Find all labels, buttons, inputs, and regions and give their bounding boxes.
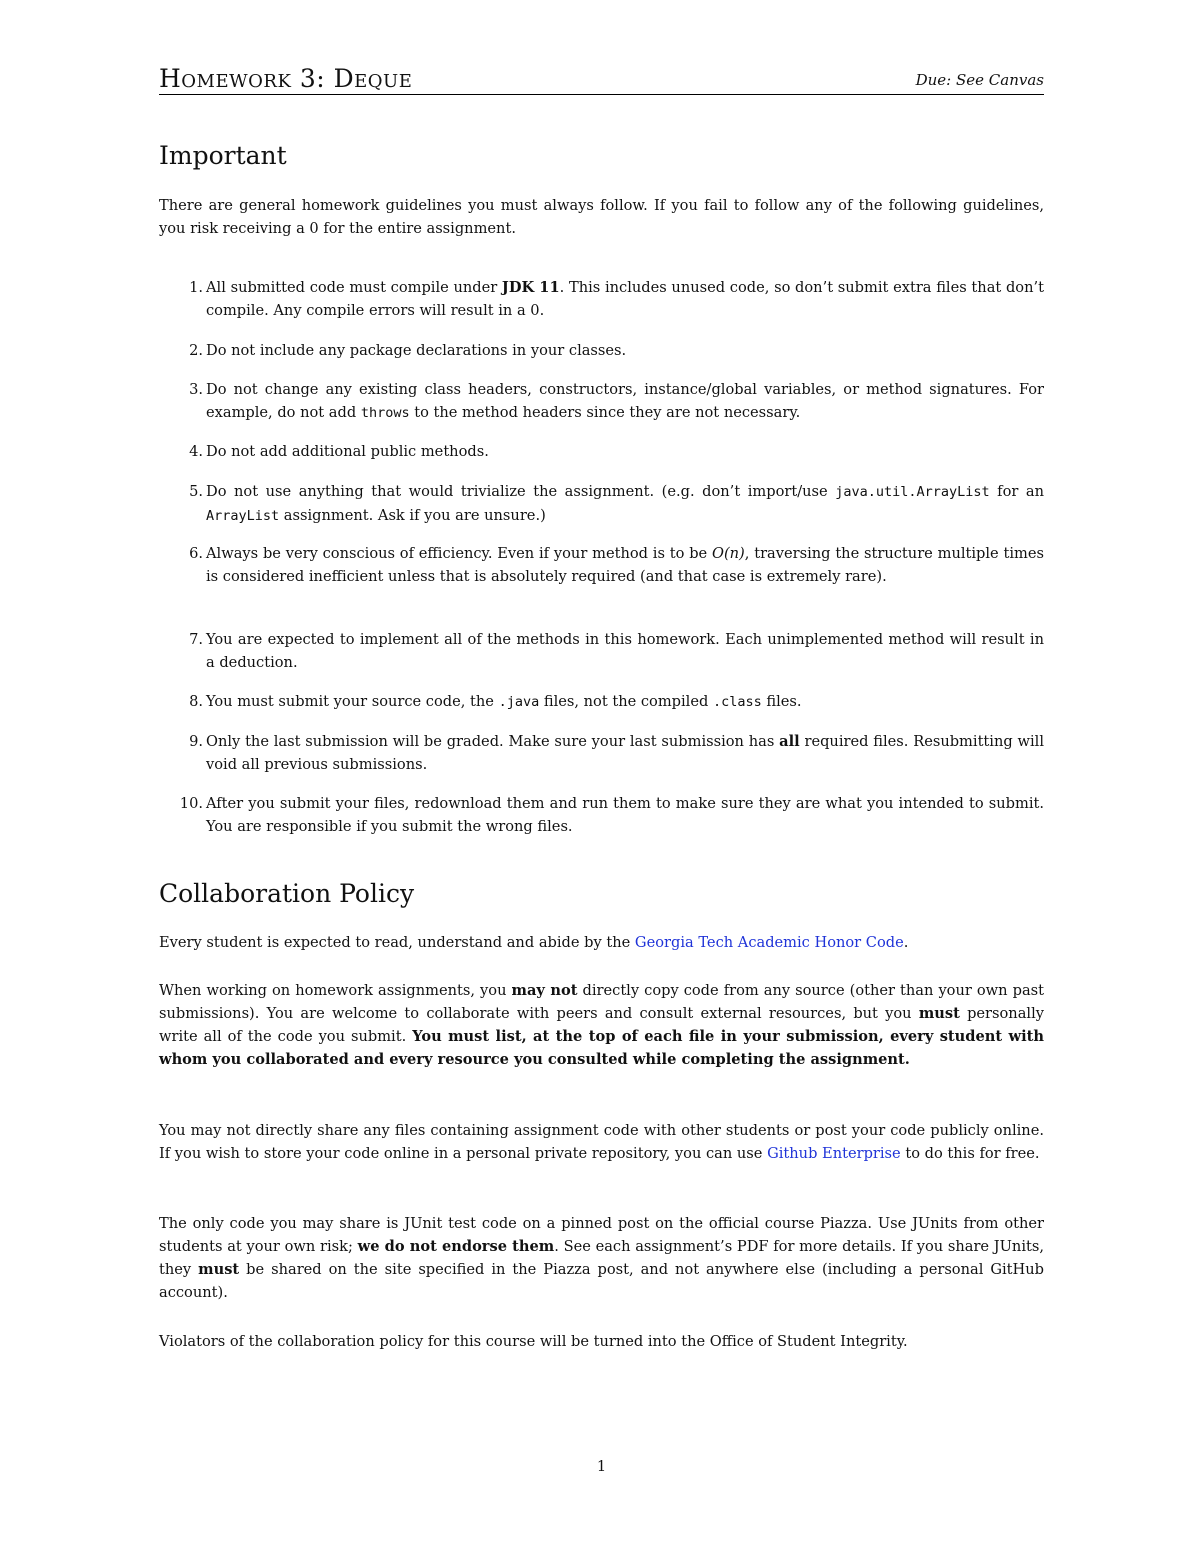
list-item-number: 1.: [189, 279, 203, 296]
document-page: [159, 0, 1044, 1553]
list-item-number: 4.: [189, 443, 203, 460]
list-item-number: 6.: [189, 545, 203, 562]
list-item-number: 3.: [189, 381, 203, 398]
collaboration-paragraph-4: The only code you may share is JUnit test code on a pinned post on the official course Piazza. Use JUnits from other students at your own risk; we do not endorse them. See each assignment’s PDF for more details. If you share JUnits, they must be shared on the site specified in the Piazza post, and not anywhere else (including a personal GitHub account).: [159, 1215, 1044, 1301]
page-number: 1: [596, 1458, 607, 1475]
due-date: Due: See Canvas: [915, 71, 1044, 89]
list-item-number: 2.: [189, 342, 203, 359]
collaboration-paragraph-2: When working on homework assignments, you may not directly copy code from any source (other than your own past submissions). You are welcome to collaborate with peers and consult external resources, but you must personally write all of the code you submit. You must list, at the top of each file in your submission, every student with whom you collaborated and every resource you consulted while completing the assignment.: [159, 982, 1045, 1068]
list-item-number: 7.: [189, 631, 203, 648]
list-item-number: 5.: [189, 483, 203, 500]
list-item-text: Do not use anything that would trivialize the assignment. (e.g. don’t import/use java.util.ArrayList for an ArrayList assignment. Ask if you are unsure.): [206, 483, 1044, 524]
document-title: Homework 3: Deque: [159, 64, 413, 93]
list-item-text: Do not add additional public methods.: [206, 443, 489, 460]
list-item-text: All submitted code must compile under JDK 11. This includes unused code, so don’t submit extra files that don’t compile. Any compile errors will result in a 0.: [206, 279, 1044, 319]
list-item-text: Only the last submission will be graded. Make sure your last submission has all required files. Resubmitting will void all previous submissions.: [206, 733, 1044, 773]
collaboration-paragraph-5: Violators of the collaboration policy for this course will be turned into the Office of Student Integrity.: [159, 1333, 908, 1350]
collaboration-heading: Collaboration Policy: [159, 879, 415, 908]
list-item-text: Always be very conscious of efficiency. Even if your method is to be O(n), traversing the structure multiple times is considered inefficient unless that is absolutely required (and that case is extremely rare).: [206, 545, 1044, 585]
collaboration-paragraph-3: You may not directly share any files containing assignment code with other students or post your code publicly online. If you wish to store your code online in a personal private repository, you can use Github Enterprise to do this for free.: [159, 1122, 1044, 1162]
list-item-text: You are expected to implement all of the methods in this homework. Each unimplemented method will result in a deduction.: [206, 631, 1044, 671]
important-intro: There are general homework guidelines you must always follow. If you fail to follow any of the following guidelines, you risk receiving a 0 for the entire assignment.: [159, 197, 1044, 237]
list-item-text: Do not include any package declarations in your classes.: [206, 342, 627, 359]
github-enterprise-link[interactable]: Github Enterprise: [767, 1145, 901, 1162]
list-item-text: Do not change any existing class headers, constructors, instance/global variables, or method signatures. For example, do not add throws to the method headers since they are not necessary.: [206, 381, 1044, 421]
list-item-text: You must submit your source code, the .java files, not the compiled .class files.: [206, 693, 802, 710]
honor-code-link[interactable]: Georgia Tech Academic Honor Code: [634, 934, 904, 951]
list-item-text: After you submit your files, redownload them and run them to make sure they are what you intended to submit. You are responsible if you submit the wrong files.: [206, 795, 1044, 835]
list-item-number: 10.: [179, 795, 203, 812]
page-header: [159, 64, 1044, 95]
list-item-number: 9.: [189, 733, 203, 750]
important-heading: Important: [159, 141, 287, 170]
collaboration-paragraph-1: Every student is expected to read, understand and abide by the Georgia Tech Academic Honor Code.: [159, 934, 909, 951]
list-item-number: 8.: [189, 693, 203, 710]
